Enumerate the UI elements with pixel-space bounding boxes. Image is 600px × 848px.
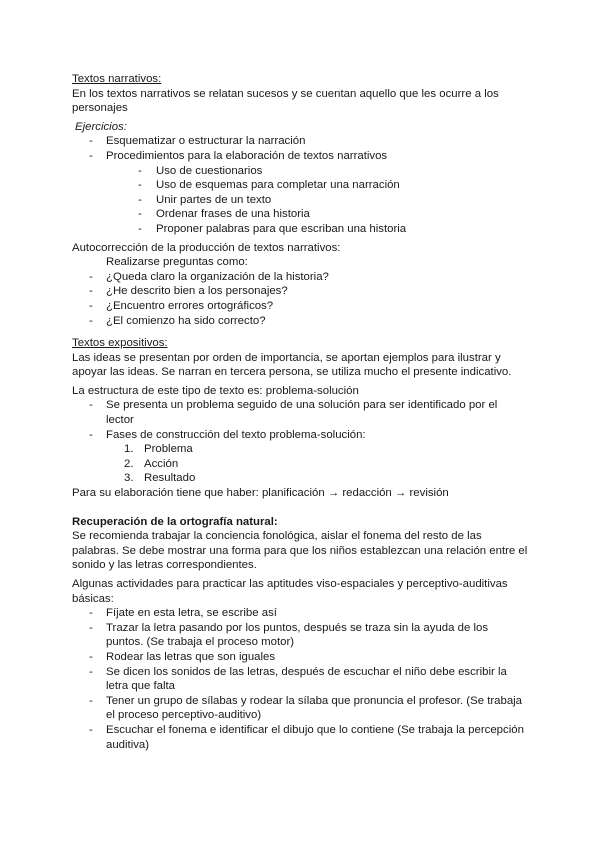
list-item: - Ordenar frases de una historia [72, 207, 528, 222]
ortografia-p2: Algunas actividades para practicar las aptitudes viso-espaciales y perceptivo-auditivas básicas: [72, 578, 508, 605]
expositivos-list [72, 398, 528, 442]
list-item: - Uso de cuestionarios [72, 164, 528, 179]
list-item: - ¿He descrito bien a los personajes? [72, 284, 528, 299]
list-item: - Unir partes de un texto [72, 193, 528, 208]
ortografia-heading: Recuperación de la ortografía natural: [72, 515, 278, 528]
list-item: - Procedimientos para la elaboración de textos narrativos [72, 149, 528, 164]
ejercicios-label: Ejercicios: [75, 120, 127, 133]
ortografia-p1: Se recomienda trabajar la conciencia fonológica, aislar el fonema del resto de las palabras. Se debe mostrar una forma para que los niños establezcan una relación entre el sonido y las letras correspondientes. [72, 530, 528, 572]
document-page [72, 72, 528, 752]
list-item: - Uso de esquemas para completar una narración [72, 178, 528, 193]
estructura-text: La estructura de este tipo de texto es: problema-solución [72, 384, 359, 397]
actividades-list [72, 606, 528, 752]
list-text: Acción [144, 457, 179, 470]
list-item: - ¿El comienzo ha sido correcto? [72, 314, 528, 329]
list-item: - Rodear las letras que son iguales [72, 650, 528, 665]
expositivos-intro: Las ideas se presentan por orden de importancia, se aportan ejemplos para ilustrar y apoyar las ideas. Se narran en tercera persona, se utiliza mucho el presente indicativo. [72, 351, 512, 379]
list-item: - Esquematizar o estructurar la narración [72, 134, 528, 149]
procedimientos-list [72, 164, 528, 237]
preguntas-intro: Realizarse preguntas como: [106, 256, 248, 269]
list-item: - Fíjate en esta letra, se escribe así [72, 606, 528, 621]
list-item [72, 442, 528, 457]
list-item: - Se dicen los sonidos de las letras, después de escuchar el niño debe escribir la letra que falta [72, 665, 528, 694]
autocorreccion-text: Autocorrección de la producción de textos narrativos: [72, 241, 341, 254]
fases-list [72, 442, 528, 486]
list-item: - Fases de construcción del texto problema-solución: [72, 428, 528, 443]
narrativos-intro: En los textos narrativos se relatan sucesos y se cuentan aquello que les ocurre a los personajes [72, 87, 499, 115]
list-item: - Tener un grupo de sílabas y rodear la sílaba que pronuncia el profesor. (Se trabaja el proceso perceptivo-auditivo) [72, 694, 528, 723]
list-item [72, 457, 528, 472]
list-text: Resultado [144, 472, 196, 485]
expositivos-heading: Textos expositivos: [72, 337, 168, 350]
list-text: Problema [144, 443, 193, 456]
narrativos-heading: Textos narrativos: [72, 73, 162, 85]
list-item [72, 471, 528, 486]
preguntas-list [72, 270, 528, 328]
list-number: 1. [124, 443, 134, 456]
list-item: - ¿Encuentro errores ortográficos? [72, 299, 528, 314]
list-item: - ¿Queda claro la organización de la historia? [72, 270, 528, 285]
list-item: - Escuchar el fonema e identificar el dibujo que lo contiene (Se trabaja la percepción auditiva) [72, 723, 528, 752]
list-number: 2. [124, 457, 134, 470]
elaboracion-text: Para su elaboración tiene que haber: planificación → redacción → revisión [72, 487, 449, 500]
list-number: 3. [124, 472, 134, 485]
list-item: - Proponer palabras para que escriban una historia [72, 222, 528, 237]
ejercicios-list [72, 134, 528, 163]
list-item: - Se presenta un problema seguido de una solución para ser identificado por el lector [72, 398, 528, 427]
list-item: - Trazar la letra pasando por los puntos, después se traza sin la ayuda de los puntos. (Se trabaja el proceso motor) [72, 621, 528, 650]
